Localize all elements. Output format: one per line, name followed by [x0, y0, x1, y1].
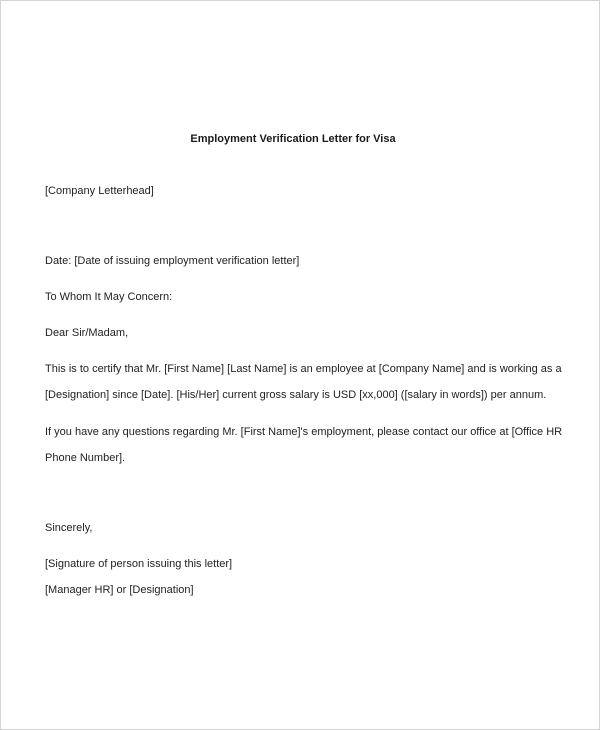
- date-line: Date: [Date of issuing employment verification letter]: [45, 255, 300, 267]
- body-paragraph-2-line-1: If you have any questions regarding Mr. [First Name]'s employment, please contact our office at [Office HR: [45, 426, 563, 438]
- body-paragraph-1-line-1: This is to certify that Mr. [First Name] [Last Name] is an employee at [Company Name] and is working as a: [45, 363, 562, 375]
- body-paragraph-1-line-2: [Designation] since [Date]. [His/Her] current gross salary is USD [xx,000] ([salary in words]) per annum.: [45, 389, 547, 401]
- salutation: Dear Sir/Madam,: [45, 327, 129, 339]
- body-paragraph-2-line-2: Phone Number].: [45, 452, 126, 464]
- signature-placeholder: [Signature of person issuing this letter]: [45, 558, 233, 570]
- closing: Sincerely,: [45, 522, 93, 534]
- company-letterhead: [Company Letterhead]: [45, 185, 154, 197]
- to-whom-line: To Whom It May Concern:: [45, 291, 173, 303]
- signer-title: [Manager HR] or [Designation]: [45, 584, 194, 596]
- letter-title: Employment Verification Letter for Visa: [190, 133, 396, 145]
